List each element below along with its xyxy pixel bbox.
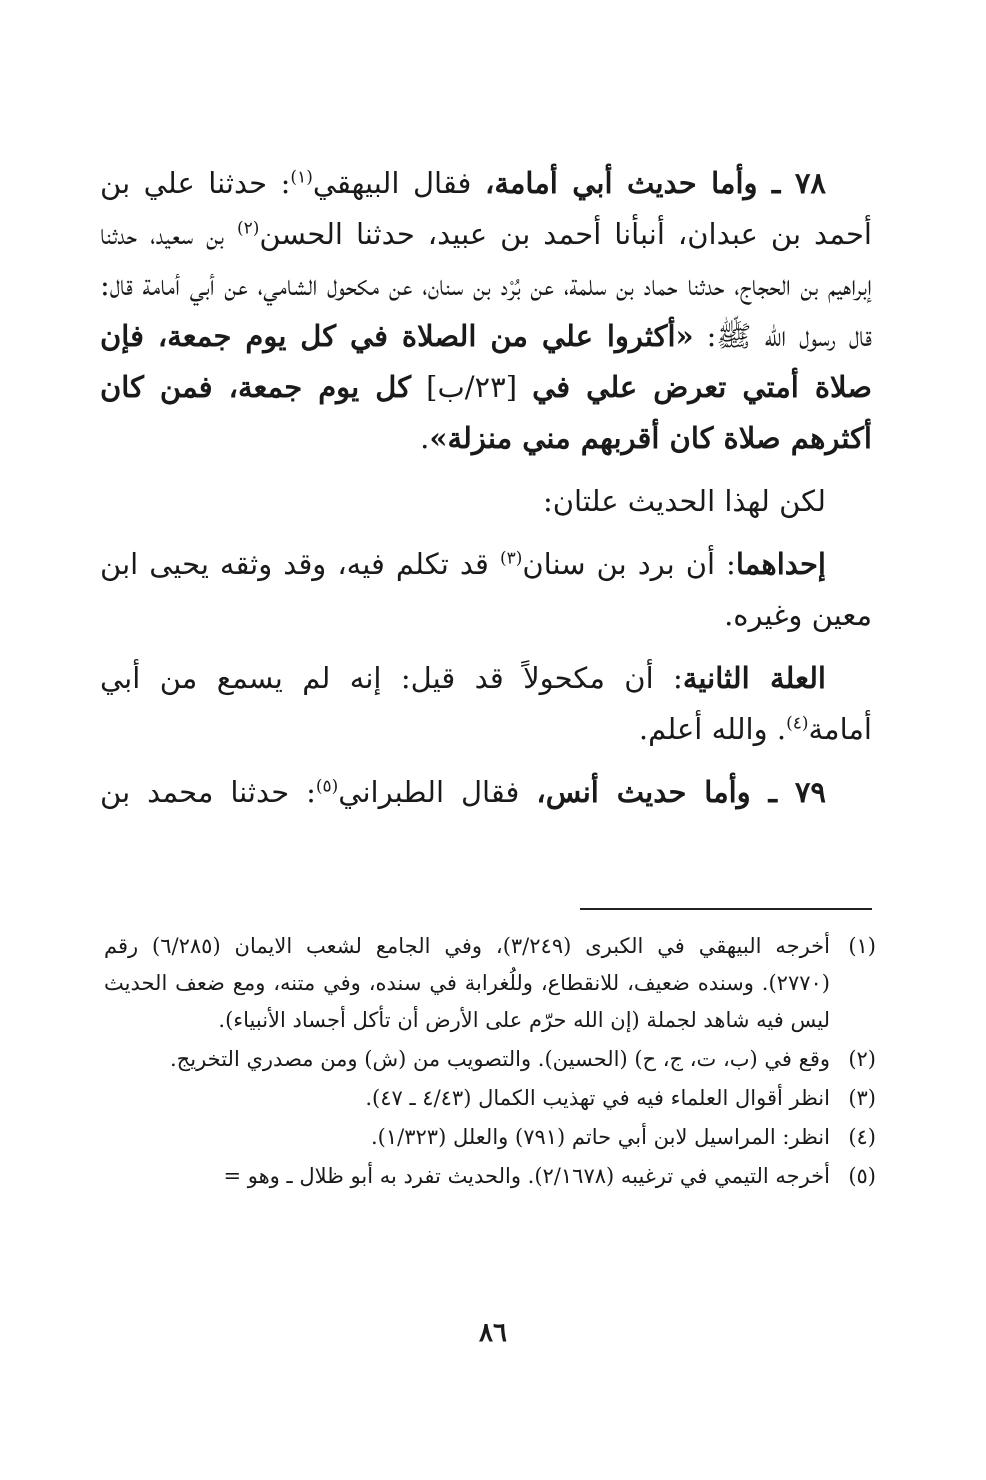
paragraph-intro: لكن لهذا الحديث علتان: [542,484,826,518]
footnote-ref-3: (٣) [499,548,523,569]
footnotes [104,928,876,1197]
text-run: : أن مكحولاً قد قيل: إنه لم يسمع من أبي أمامة [100,661,872,746]
paragraph-hadith-78 [100,158,872,464]
footnote [104,1041,876,1078]
footnote-number: (١) [848,934,876,958]
section-heading: وأما حديث أبي أمامة، [484,166,758,200]
footnote-ref-1: (١) [290,167,313,188]
text-run: بن سعيد، حدثنا إبراهيم بن الحجاج، حدثنا حماد بن سلمة، عن بُرْد بن سنان، عن مكحول الشامي، عن أبي أمامة قال: قال رسول الله ﷺ: [100,217,872,353]
paragraph-hadith-79 [100,767,872,818]
footnote-ref-5: (٥) [315,776,339,797]
footnote-text: أخرجه التيمي في ترغيبه (٢/١٦٧٨). والحديث تفرد به أبو ظلال ـ وهو = [223,1164,830,1188]
page-number: ٨٦ [479,1318,507,1348]
main-text [100,158,872,830]
footnote-number: (٥) [848,1164,876,1188]
footnote [104,928,876,1039]
text-run: . والله أعلم. [638,712,787,746]
footnote [104,1119,876,1156]
footnote-number: (٣) [848,1086,876,1110]
footnote-ref-4: (٤) [786,713,809,734]
footnote [104,1158,876,1195]
footnote-ref-2: (٢) [236,218,260,239]
footnote [104,1080,876,1117]
defect-label: إحداهما [735,547,826,581]
paragraph-first-defect [100,539,872,641]
footnote-divider [580,908,872,910]
footnote-number: (٢) [848,1047,876,1071]
hadith-number: ٧٩ ـ [750,775,827,809]
hadith-quote: «أكثروا علي من الصلاة في كل يوم جمعة، فإن صلاة أمتي تعرض علي في [100,319,872,404]
text-run: : حدثنا محمد بن [100,775,316,809]
footnote-number: (٤) [848,1125,876,1149]
text-run: فقال الطبراني [338,775,537,809]
manuscript-folio-ref: [٢٣/ب] [411,370,533,404]
paragraph-second-defect [100,653,872,755]
defect-label: العلة الثانية [682,661,826,695]
section-heading: وأما حديث أنس، [536,775,751,809]
text-run: : حدثنا علي بن أحمد بن عبدان، أنبأنا أحمد بن عبيد، حدثنا الحسن [100,166,872,251]
footnote-text: انظر أقوال العلماء فيه في تهذيب الكمال (٤/٤٣ ـ ٤٧). [365,1086,830,1110]
footnote-text: وقع في (ب، ت، ج، ح) (الحسين). والتصويب من (ش) ومن مصدري التخريج. [170,1047,830,1071]
text-run: فقال البيهقي [312,166,485,200]
text-run: . [420,421,430,455]
text-run: قد تكلم فيه، وقد وثقه يحيى ابن معين وغيره. [100,547,872,632]
footnote-text: أخرجه البيهقي في الكبرى (٣/٢٤٩)، وفي الجامع لشعب الايمان (٦/٢٨٥) رقم (٢٧٧٠). وسنده ضعيف، للانقطاع، وللُغرابة في سنده، وفي متنه، ومع ضعف الحديث ليس فيه شاهد لجملة (إن الله حرّم على الأرض أن تأكل أجساد الأنبياء). [104,934,830,1032]
hadith-quote: كل يوم جمعة، فمن كان أكثرهم صلاة كان أقربهم مني منزلة» [100,370,872,455]
hadith-number: ٧٨ ـ [757,166,826,200]
text-run: : أن برد بن سنان [522,547,736,581]
footnote-text: انظر: المراسيل لابن أبي حاتم (٧٩١) والعلل (١/٣٢٣). [371,1125,830,1149]
